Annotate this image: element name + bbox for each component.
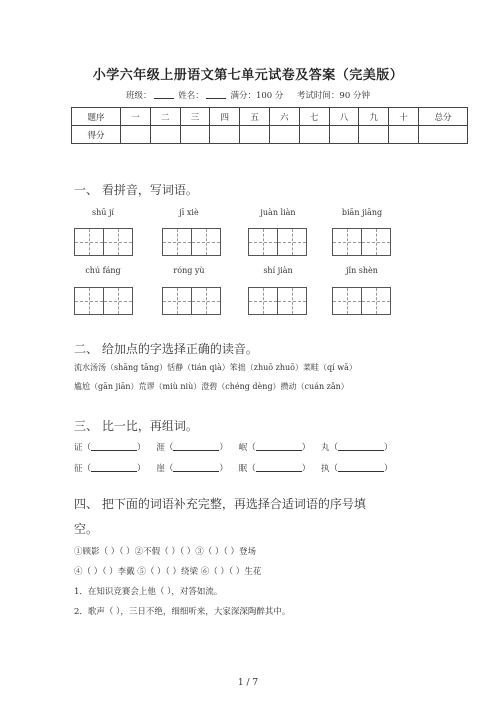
idiom-line: ④（ ）（ ）李戴 ⑤（ ）（ ）绕梁 ⑥（ ）（ ）生花 <box>74 567 262 577</box>
answer-blank[interactable] <box>91 463 137 472</box>
writing-box[interactable] <box>74 287 133 315</box>
compare-close: ） <box>384 464 393 474</box>
writing-box[interactable] <box>332 287 391 315</box>
compare-close: ） <box>301 464 311 474</box>
writing-box[interactable] <box>332 228 391 256</box>
full-score: 满分：100 分 <box>230 91 284 101</box>
section-3-title: 三、 比一比，再组词。 <box>74 419 198 433</box>
compare-char: 征（ <box>74 464 92 474</box>
pinyin-label: chú fáng <box>85 266 121 275</box>
answer-blank[interactable] <box>338 442 384 451</box>
name-blank[interactable] <box>206 90 226 99</box>
score-cell[interactable] <box>419 126 468 144</box>
pinyin-label: jī xiè <box>179 208 199 217</box>
score-cell[interactable] <box>180 126 210 144</box>
score-cell[interactable] <box>150 126 180 144</box>
writing-box[interactable] <box>74 228 133 256</box>
answer-blank[interactable] <box>338 463 384 472</box>
score-cell[interactable] <box>210 126 240 144</box>
header-cell: 总分 <box>419 108 468 126</box>
compare-char: 眠（ <box>238 464 256 474</box>
section-4-title-cont: 空。 <box>74 522 99 536</box>
header-cell: 三 <box>180 108 210 126</box>
section-2-title: 二、 给加点的字选择正确的读音。 <box>74 342 258 356</box>
header-cell: 九 <box>359 108 389 126</box>
score-row-label: 得分 <box>72 126 121 144</box>
score-cell[interactable] <box>359 126 389 144</box>
pinyin-label: shí jiàn <box>263 266 293 275</box>
pinyin-label: jǐn shèn <box>346 266 378 275</box>
fill-sentence: 2．歌声（ ），三日不绝，细细听来，大家深深陶醉其中。 <box>74 607 291 617</box>
section-4-title: 四、 把下面的词语补充完整，再选择合适词语的序号填 <box>74 497 366 511</box>
answer-blank[interactable] <box>173 463 219 472</box>
header-cell: 四 <box>210 108 240 126</box>
compare-close: ） <box>301 443 311 453</box>
score-table-header <box>72 108 468 126</box>
compare-char: 证（ <box>74 443 92 453</box>
pinyin-label: shū jí <box>92 208 114 217</box>
score-cell[interactable] <box>389 126 419 144</box>
score-cell[interactable] <box>121 126 151 144</box>
pinyin-label: róng yù <box>173 266 205 275</box>
header-cell: 题序 <box>72 108 121 126</box>
exam-info <box>0 89 496 101</box>
fill-sentence: 1．在知识竞赛会上他（ ），对答如流。 <box>74 587 223 597</box>
compare-close: ） <box>219 443 228 453</box>
header-cell: 七 <box>299 108 329 126</box>
header-cell: 八 <box>329 108 359 126</box>
compare-char: 涯（ <box>156 443 174 453</box>
header-cell: 十 <box>389 108 419 126</box>
page-title: 小学六年级上册语文第七单元试卷及答案（完美版） <box>92 68 404 83</box>
compare-char: 崖（ <box>156 464 174 474</box>
answer-blank[interactable] <box>256 463 302 472</box>
name-label: 姓名： <box>178 91 204 101</box>
header-cell: 六 <box>269 108 299 126</box>
compare-close: ） <box>384 443 393 453</box>
idiom-line: ①顾影（ ）（ ）②不假（ ）（ ）③（ ）（ ）登场 <box>74 547 256 557</box>
section-1-title: 一、 看拼音，写词语。 <box>74 183 198 197</box>
compare-close: ） <box>219 464 228 474</box>
compare-close: ） <box>137 443 146 453</box>
pinyin-label: biān jiāng <box>341 208 383 217</box>
exam-time: 考试时间：90 分钟 <box>296 91 370 101</box>
score-cell[interactable] <box>299 126 329 144</box>
header-cell: 一 <box>121 108 151 126</box>
answer-blank[interactable] <box>256 442 302 451</box>
compare-row <box>74 441 393 453</box>
pinyin-label: juàn liàn <box>260 208 296 217</box>
page-number: 1 / 7 <box>237 678 259 688</box>
compare-char: 执（ <box>321 464 339 474</box>
writing-box[interactable] <box>162 287 221 315</box>
score-row <box>72 126 468 144</box>
score-table <box>71 107 468 144</box>
class-label: 班级： <box>126 91 152 101</box>
answer-blank[interactable] <box>91 442 137 451</box>
score-cell[interactable] <box>329 126 359 144</box>
answer-blank[interactable] <box>173 442 219 451</box>
compare-char: 丸（ <box>321 443 339 453</box>
reading-line: 流水汤汤（shāng tāng）恬静（tián qià）笨拙（zhuō zhuō）菜畦（qí wā） <box>74 363 357 372</box>
header-cell: 二 <box>150 108 180 126</box>
score-cell[interactable] <box>240 126 270 144</box>
reading-line: 尴尬（gān jiān）荒谬（miù niù）澄碧（chéng dèng）攒动（cuán zǎn） <box>74 382 349 391</box>
compare-char: 岷（ <box>238 443 256 453</box>
header-cell: 五 <box>240 108 270 126</box>
writing-box[interactable] <box>162 228 221 256</box>
class-blank[interactable] <box>154 90 174 99</box>
score-cell[interactable] <box>269 126 299 144</box>
compare-row <box>74 462 393 474</box>
compare-close: ） <box>137 464 146 474</box>
writing-box[interactable] <box>248 287 307 315</box>
writing-box[interactable] <box>248 228 307 256</box>
